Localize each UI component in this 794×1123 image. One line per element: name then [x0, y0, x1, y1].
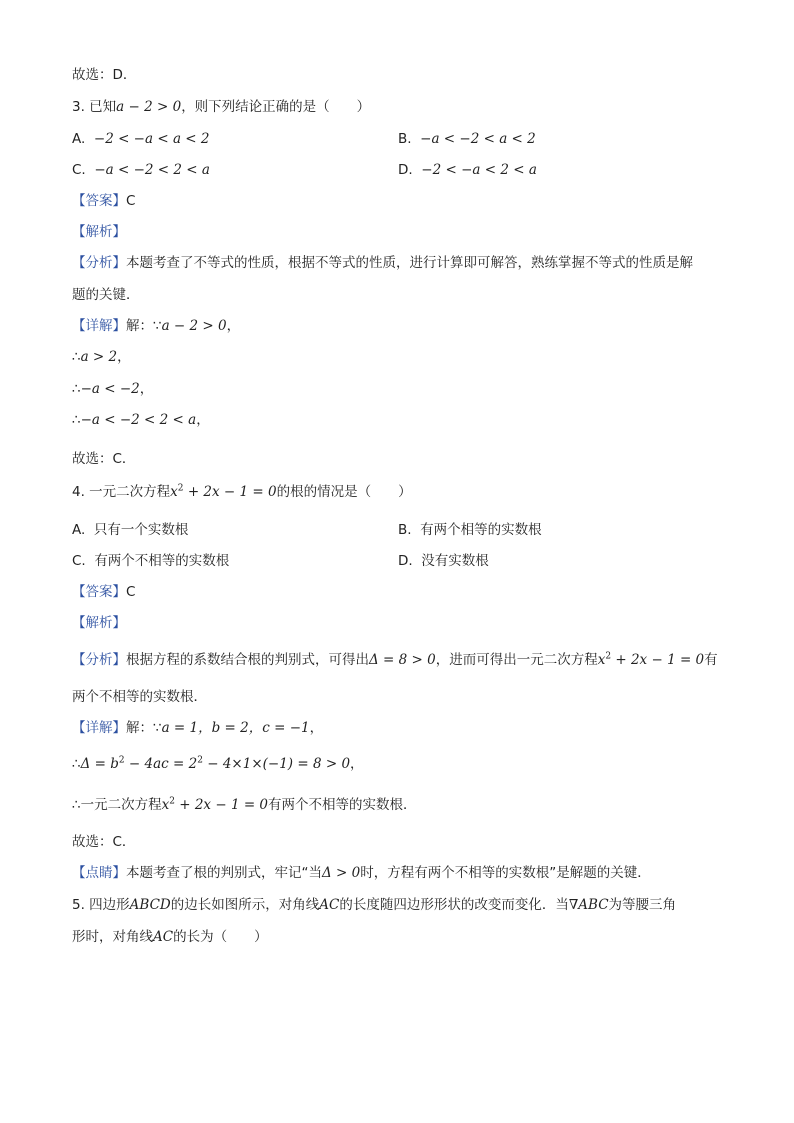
dianjing-line: 【点睛】本题考查了根的判别式，牢记“当Δ > 0时，方程有两个不相等的实数根”是解题的关键．: [72, 865, 651, 881]
option-c: C. 有两个不相等的实数根: [72, 553, 230, 569]
final-answer: 故选：C．: [72, 451, 136, 467]
answer-line: [72, 192, 135, 210]
question-3-stem: 3. 已知a − 2 > 0，则下列结论正确的是（ ）: [72, 99, 371, 115]
detail-line: 【详解】解：∵a − 2 > 0，: [72, 318, 241, 334]
analysis-tag: 【解析】: [72, 615, 126, 631]
question-number: 4.: [72, 484, 90, 500]
fenxi-line-1: 【分析】根据方程的系数结合根的判别式，可得出Δ = 8 > 0，进而可得出一元二次方程$x^2 + 2x - 1 = 0$有: [72, 651, 718, 668]
math-expr: a − 2 > 0: [116, 99, 182, 115]
equation: $x^2 + 2x - 1 = 0$: [170, 483, 277, 500]
final-answer: 故选：C．: [72, 834, 136, 850]
detail-line: 【详解】解：∵a = 1，b = 2，c = −1，: [72, 720, 324, 736]
question-4-stem: 4. 一元二次方程$x^2 + 2x - 1 = 0$的根的情况是（ ）: [72, 483, 412, 500]
option-b: B. −a < −2 < a < 2: [398, 131, 536, 147]
fenxi-line-2: 两个不相等的实数根．: [72, 689, 207, 705]
option-c: C. −a < −2 < 2 < a: [72, 162, 210, 178]
answer-value: C: [126, 193, 136, 209]
option-a: A. −2 < −a < a < 2: [72, 131, 210, 147]
option-b: B. 有两个相等的实数根: [398, 522, 542, 538]
answer-value: C: [126, 584, 136, 600]
fenxi-line-2: 题的关键．: [72, 287, 140, 303]
question-number: 3.: [72, 99, 90, 115]
step-line: ∴−a < −2，: [72, 381, 154, 397]
option-d: D. 没有实数根: [398, 553, 489, 569]
analysis-tag: 【解析】: [72, 224, 126, 240]
equation: $x^2 + 2x - 1 = 0$: [597, 651, 705, 668]
option-d: D. −2 < −a < 2 < a: [398, 162, 537, 178]
question-5-stem-cont: 形时，对角线AC的长为（ ）: [72, 929, 268, 945]
equation: $x^2 + 2x - 1 = 0$: [161, 796, 269, 813]
discriminant-calc: ∴Δ = $b^2 - 4ac = 2^2 - 4\times 1\times(-1) = 8 > 0$，: [72, 755, 364, 772]
conclusion-line: ∴一元二次方程$x^2 + 2x - 1 = 0$有两个不相等的实数根．: [72, 796, 417, 813]
answer-tag: 【答案】: [72, 584, 126, 600]
fenxi-line-1: 【分析】本题考查了不等式的性质，根据不等式的性质，进行计算即可解答，熟练掌握不等式的性质是解: [72, 255, 693, 271]
answer-line: [72, 583, 135, 601]
question-5-stem: 5. 四边形ABCD的边长如图所示，对角线AC的长度随四边形形状的改变而变化．当∇ABC为等腰三角: [72, 897, 677, 913]
step-line: ∴−a < −2 < 2 < a，: [72, 412, 210, 428]
question-number: 5.: [72, 897, 90, 913]
answer-tag: 【答案】: [72, 193, 126, 209]
option-a: A. 只有一个实数根: [72, 522, 189, 538]
step-line: ∴a > 2，: [72, 349, 131, 365]
prev-answer: 故选：D．: [72, 67, 137, 83]
discriminant-expr: $\Delta = b^2 - 4ac = 2^2 - 4\times 1\times(-1) = 8 > 0$: [80, 755, 351, 772]
